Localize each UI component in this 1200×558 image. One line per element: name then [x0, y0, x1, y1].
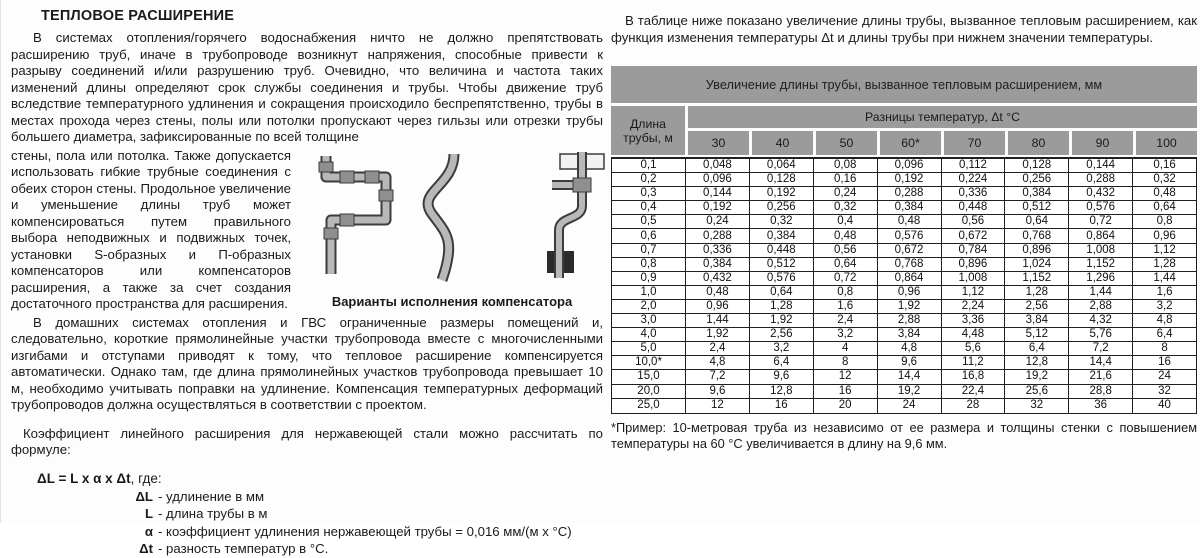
table-body — [611, 157, 1197, 414]
pipe-length-header-cell: Длина трубы, м — [611, 106, 685, 155]
table-cell: 16 — [750, 399, 814, 413]
table-footnote: *Пример: 10-метровая труба из независимо от ее размера и толщины стенки с повышением температуры на 60 °С увеличивается в длину на 9,6 мм. — [611, 419, 1197, 452]
table-cell: 0,2 — [612, 173, 686, 186]
table-cell: 12 — [686, 399, 750, 413]
table-cell: 0,128 — [1005, 159, 1069, 172]
table-title-band: Увеличение длины трубы, вызванное тепловым расширением, мм — [611, 66, 1197, 103]
temperature-column-header: 50 — [816, 131, 877, 155]
table-header — [611, 106, 1197, 155]
table-cell: 0,1 — [612, 159, 686, 172]
table-cell: 0,56 — [814, 244, 878, 257]
right-column — [611, 12, 1197, 453]
table-cell: 0,5 — [612, 215, 686, 228]
table-cell: 0,448 — [750, 244, 814, 257]
table-cell: 1,024 — [1005, 258, 1069, 271]
table-cell: 2,56 — [750, 328, 814, 341]
table-cell: 4,0 — [612, 328, 686, 341]
table-cell: 0,896 — [942, 258, 1006, 271]
temperature-column-header: 100 — [1136, 131, 1197, 155]
table-cell: 0,672 — [878, 244, 942, 257]
table-cell: 0,48 — [686, 286, 750, 299]
formula — [37, 471, 603, 486]
table-cell: 0,8 — [814, 286, 878, 299]
definition-symbol: Δt — [139, 541, 153, 556]
table-cell: 0,3 — [612, 187, 686, 200]
table-cell: 0,48 — [878, 215, 942, 228]
table-cell: 1,008 — [942, 272, 1006, 285]
table-cell: 36 — [1069, 399, 1133, 413]
definition-text: - коэффициент удлинения нержавеющей трубы = 0,016 мм/(м х °С) — [158, 523, 572, 539]
table-cell: 0,144 — [1069, 159, 1133, 172]
table-cell: 8 — [814, 356, 878, 369]
table-cell: 0,576 — [750, 272, 814, 285]
table-row — [612, 229, 1196, 243]
table-cell: 0,24 — [814, 187, 878, 200]
definition-text: - длина трубы в м — [158, 506, 268, 521]
definition-text: - удлинение в мм — [158, 488, 265, 504]
paragraph-1b: стены, пола или потолка. Также допускается использовать гибкие трубные соединения с обеих сторон стены. Продольное увеличение и уменьшение длины труб может компенсироваться путем правильного выбора неподвижных и подвижных точек, установки S-образных и П-образных компенсаторов или компенсаторов расширения, а также за счет создания достаточного пространства для расширения. — [11, 147, 291, 311]
table-cell: 1,152 — [1005, 272, 1069, 285]
table-cell: 0,08 — [814, 159, 878, 172]
table-cell: 1,152 — [1069, 258, 1133, 271]
table-cell: 4,8 — [878, 342, 942, 355]
table-row — [612, 342, 1196, 356]
table-cell: 0,768 — [1005, 229, 1069, 242]
table-cell: 6,4 — [1133, 328, 1196, 341]
temperature-columns-row — [688, 131, 1197, 155]
table-cell: 2,4 — [814, 314, 878, 327]
table-row — [612, 215, 1196, 229]
temperature-column-header: 40 — [752, 131, 813, 155]
table-cell: 0,288 — [878, 187, 942, 200]
table-cell: 1,44 — [686, 314, 750, 327]
table-cell: 0,784 — [942, 244, 1006, 257]
paragraph-2: В домашних системах отопления и ГВС ограниченные размеры помещений и, следовательно, короткие прямолинейные участки трубопровода вместе с многочисленными изгибами и отступами приводят к тому, что тепловое расширение компенсируется автоматически. Однако там, где длина прямолинейных участков трубопровода превышает 10 м, необходимо учитывать поправки на удлинение. Компенсация температурных деформаций трубопроводов должна осуществляться в соответствии с проектом. — [11, 314, 603, 412]
temperature-column-header: 60* — [880, 131, 941, 155]
table-row — [612, 272, 1196, 286]
table-cell: 1,12 — [1133, 244, 1196, 257]
table-cell: 0,7 — [612, 244, 686, 257]
table-cell: 2,56 — [1005, 300, 1069, 313]
table-row — [612, 399, 1196, 413]
table-cell: 19,2 — [1005, 370, 1069, 383]
table-cell: 1,6 — [1133, 286, 1196, 299]
table-cell: 40 — [1133, 399, 1196, 413]
table-cell: 24 — [1133, 370, 1196, 383]
table-cell: 1,296 — [1069, 272, 1133, 285]
table-cell: 0,8 — [612, 258, 686, 271]
table-cell: 0,576 — [1069, 201, 1133, 214]
table-cell: 6,4 — [1005, 342, 1069, 355]
table-cell: 0,576 — [878, 229, 942, 242]
table-cell: 21,6 — [1069, 370, 1133, 383]
figure-caption: Варианты исполнения компенсатора — [331, 293, 573, 309]
table-cell: 12 — [814, 370, 878, 383]
table-cell: 0,336 — [942, 187, 1006, 200]
definition-row — [129, 523, 603, 541]
table-cell: 10,0* — [612, 356, 686, 369]
table-cell: 0,432 — [1069, 187, 1133, 200]
table-row — [612, 159, 1196, 173]
table-cell: 0,48 — [1133, 187, 1196, 200]
table-cell: 0,96 — [878, 286, 942, 299]
table-cell: 0,4 — [814, 215, 878, 228]
table-cell: 4,8 — [686, 356, 750, 369]
table-cell: 2,4 — [686, 342, 750, 355]
table-cell: 0,128 — [750, 173, 814, 186]
table-cell: 0,256 — [1005, 173, 1069, 186]
table-cell: 4 — [814, 342, 878, 355]
table-cell: 0,512 — [750, 258, 814, 271]
table-cell: 0,896 — [1005, 244, 1069, 257]
table-cell: 14,4 — [878, 370, 942, 383]
table-cell: 0,256 — [750, 201, 814, 214]
table-cell: 0,192 — [750, 187, 814, 200]
table-row — [612, 258, 1196, 272]
table-cell: 22,4 — [942, 385, 1006, 398]
table-cell: 20 — [814, 399, 878, 413]
table-cell: 3,0 — [612, 314, 686, 327]
table-row — [612, 385, 1196, 399]
table-cell: 0,336 — [686, 244, 750, 257]
table-cell: 0,9 — [612, 272, 686, 285]
table-cell: 1,92 — [878, 300, 942, 313]
table-cell: 0,384 — [750, 229, 814, 242]
table-cell: 0,864 — [1069, 229, 1133, 242]
document-title: ТЕПЛОВОЕ РАСШИРЕНИЕ — [41, 8, 235, 24]
table-cell: 25,6 — [1005, 385, 1069, 398]
table-cell: 1,92 — [686, 328, 750, 341]
table-cell: 0,384 — [686, 258, 750, 271]
table-row — [612, 286, 1196, 300]
definition-text: - разность температур в °С. — [158, 541, 329, 556]
table-cell: 0,72 — [814, 272, 878, 285]
table-cell: 25,0 — [612, 399, 686, 413]
table-cell: 14,4 — [1069, 356, 1133, 369]
table-cell: 0,384 — [1005, 187, 1069, 200]
expansion-table — [611, 66, 1197, 414]
table-cell: 0,16 — [1133, 159, 1196, 172]
table-cell: 0,48 — [814, 229, 878, 242]
definition-row — [129, 505, 603, 523]
definition-symbol: ΔL — [135, 488, 153, 504]
table-cell: 0,288 — [1069, 173, 1133, 186]
table-cell: 5,0 — [612, 342, 686, 355]
table-cell: 9,6 — [750, 370, 814, 383]
table-cell: 3,2 — [750, 342, 814, 355]
table-row — [612, 244, 1196, 258]
table-cell: 0,4 — [612, 201, 686, 214]
definition-row — [129, 488, 603, 506]
table-row — [612, 300, 1196, 314]
table-cell: 0,56 — [942, 215, 1006, 228]
table-row — [612, 173, 1196, 187]
table-cell: 0,96 — [686, 300, 750, 313]
table-cell: 5,6 — [942, 342, 1006, 355]
left-column — [11, 6, 603, 558]
table-cell: 5,76 — [1069, 328, 1133, 341]
table-cell: 0,6 — [612, 229, 686, 242]
table-cell: 0,192 — [686, 201, 750, 214]
table-cell: 3,84 — [878, 328, 942, 341]
table-cell: 0,384 — [878, 201, 942, 214]
table-cell: 28 — [942, 399, 1006, 413]
table-cell: 1,92 — [750, 314, 814, 327]
table-row — [612, 356, 1196, 370]
table-cell: 3,2 — [1133, 300, 1196, 313]
table-cell: 0,72 — [1069, 215, 1133, 228]
table-cell: 3,2 — [814, 328, 878, 341]
table-cell: 9,6 — [878, 356, 942, 369]
temperature-header-group — [688, 106, 1197, 155]
table-cell: 16 — [1133, 356, 1196, 369]
table-cell: 0,432 — [686, 272, 750, 285]
table-cell: 0,96 — [1133, 229, 1196, 242]
table-cell: 2,24 — [942, 300, 1006, 313]
table-row — [612, 187, 1196, 201]
table-cell: 0,8 — [1133, 215, 1196, 228]
table-cell: 32 — [1005, 399, 1069, 413]
table-cell: 20,0 — [612, 385, 686, 398]
table-cell: 0,64 — [1133, 201, 1196, 214]
table-cell: 2,88 — [1069, 300, 1133, 313]
table-cell: 12,8 — [1005, 356, 1069, 369]
formula-definitions — [129, 488, 603, 558]
table-cell: 0,288 — [686, 229, 750, 242]
table-cell: 16,8 — [942, 370, 1006, 383]
pipe-compensators-illustration — [302, 150, 602, 292]
table-cell: 1,6 — [814, 300, 878, 313]
table-cell: 8 — [1133, 342, 1196, 355]
temperature-column-header: 90 — [1072, 131, 1133, 155]
table-cell: 0,32 — [750, 215, 814, 228]
table-cell: 1,0 — [612, 286, 686, 299]
table-cell: 1,28 — [750, 300, 814, 313]
formula-suffix: , где: — [130, 470, 162, 486]
formula-expression: ΔL = L x α x Δt — [37, 470, 131, 486]
table-cell: 16 — [814, 385, 878, 398]
compensator-figure — [301, 150, 603, 309]
table-cell: 1,44 — [1069, 286, 1133, 299]
table-cell: 0,192 — [878, 173, 942, 186]
table-cell: 7,2 — [686, 370, 750, 383]
table-cell: 0,672 — [942, 229, 1006, 242]
table-cell: 3,84 — [1005, 314, 1069, 327]
table-cell: 2,88 — [878, 314, 942, 327]
table-cell: 0,448 — [942, 201, 1006, 214]
table-cell: 0,512 — [1005, 201, 1069, 214]
table-cell: 5,12 — [1005, 328, 1069, 341]
table-cell: 0,224 — [942, 173, 1006, 186]
temperature-column-header: 80 — [1008, 131, 1069, 155]
definition-symbol: L — [144, 506, 153, 521]
table-cell: 7,2 — [1069, 342, 1133, 355]
coefficient-paragraph: Коэффициент линейного расширения для нержавеющей стали можно рассчитать по формуле: — [11, 425, 603, 457]
table-row — [612, 370, 1196, 384]
table-cell: 0,64 — [814, 258, 878, 271]
table-cell: 0,32 — [1133, 173, 1196, 186]
table-cell: 6,4 — [750, 356, 814, 369]
table-cell: 0,064 — [750, 159, 814, 172]
table-cell: 0,24 — [686, 215, 750, 228]
temperature-diff-header-cell: Разницы температур, Δt °С — [688, 106, 1197, 128]
table-cell: 0,64 — [1005, 215, 1069, 228]
table-cell: 15,0 — [612, 370, 686, 383]
paragraph-1a: В системах отопления/горячего водоснабжения ничто не должно препятствовать расширению труб, иначе в трубопроводе возникнут напряжения, способные привести к разрыву соединений и/или разрушению труб. Очевидно, что величина и частота таких изменений длины определяют срок службы соединения и трубы. Чтобы движение труб вследствие температурного удлинения и сокращения происходило беспрепятственно, трубы в местах прохода через стены, полы или потолки пропускают через гильзы или отрезки трубы большего диаметра, зафиксированные по всей толщине — [11, 30, 603, 144]
table-row — [612, 201, 1196, 215]
table-cell: 1,12 — [942, 286, 1006, 299]
table-cell: 12,8 — [750, 385, 814, 398]
table-cell: 0,096 — [878, 159, 942, 172]
table-cell: 1,28 — [1133, 258, 1196, 271]
table-cell: 0,16 — [814, 173, 878, 186]
table-cell: 19,2 — [878, 385, 942, 398]
table-row — [612, 328, 1196, 342]
table-cell: 0,112 — [942, 159, 1006, 172]
table-cell: 1,008 — [1069, 244, 1133, 257]
table-cell: 3,36 — [942, 314, 1006, 327]
table-cell: 0,096 — [686, 173, 750, 186]
table-cell: 0,864 — [878, 272, 942, 285]
table-cell: 9,6 — [686, 385, 750, 398]
table-cell: 32 — [1133, 385, 1196, 398]
table-cell: 2,0 — [612, 300, 686, 313]
definition-row — [129, 540, 603, 558]
table-cell: 24 — [878, 399, 942, 413]
table-cell: 1,28 — [1005, 286, 1069, 299]
table-cell: 0,048 — [686, 159, 750, 172]
table-cell: 4,32 — [1069, 314, 1133, 327]
table-cell: 0,64 — [750, 286, 814, 299]
table-cell: 4,8 — [1133, 314, 1196, 327]
table-intro-paragraph: В таблице ниже показано увеличение длины трубы, вызванное тепловым расширением, как функция изменения температуры Δt и длины трубы при нижнем значении температуры. — [611, 13, 1197, 45]
table-cell: 1,44 — [1133, 272, 1196, 285]
table-cell: 0,768 — [878, 258, 942, 271]
table-row — [612, 314, 1196, 328]
table-cell: 11,2 — [942, 356, 1006, 369]
table-cell: 0,32 — [814, 201, 878, 214]
temperature-column-header: 30 — [688, 131, 749, 155]
temperature-column-header: 70 — [944, 131, 1005, 155]
table-cell: 4,48 — [942, 328, 1006, 341]
definition-symbol: α — [144, 523, 153, 539]
table-cell: 28,8 — [1069, 385, 1133, 398]
table-cell: 0,144 — [686, 187, 750, 200]
